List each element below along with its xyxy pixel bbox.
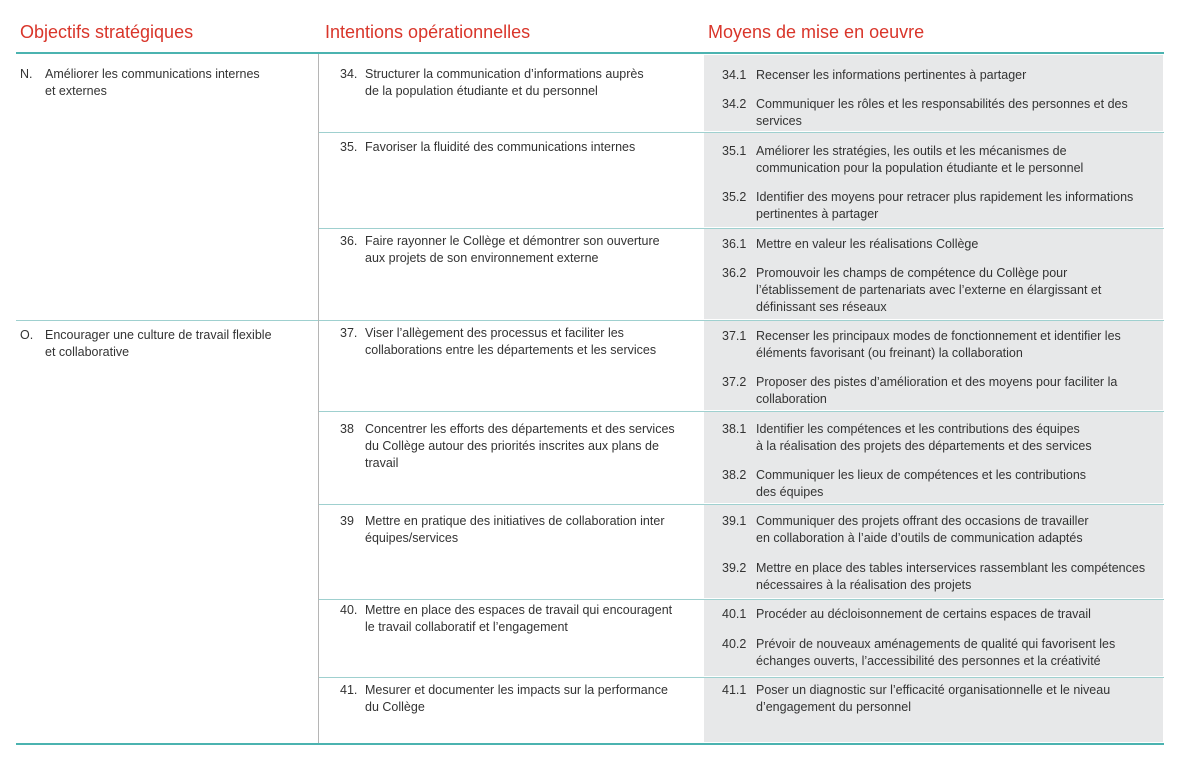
mean-number: 38.2 [722,468,747,482]
row-separator [319,504,1164,505]
row-separator [319,320,1164,321]
mean-number: 39.2 [722,561,747,575]
intention-number: 38 [340,422,354,436]
mean-text: Mettre en place des tables interservices rassemblant les compétences nécessaires à la réalisation des projets [756,561,1146,592]
intention-number: 35. [340,140,358,154]
mean-number: 37.2 [722,375,747,389]
mean-text: Promouvoir les champs de compétence du Collège pour l’établissement de partenariats avec l’externe en élargissant et définissant ses réseaux [756,266,1102,314]
objective-text: Encourager une culture de travail flexible et collaborative [45,328,272,359]
intention-text: Viser l’allègement des processus et faciliter les collaborations entre les départements et les services [365,326,657,357]
mean-text: Communiquer les lieux de compétences et les contributions des équipes [756,468,1087,499]
mean-number: 39.1 [722,514,747,528]
mean-number: 37.1 [722,329,747,343]
mean-number: 40.2 [722,637,747,651]
mean-text: Prévoir de nouveaux aménagements de qualité qui favorisent les échanges ouverts, l’accessibilité des personnes et la créativité [756,637,1116,668]
mean-text: Recenser les informations pertinentes à partager [756,68,1027,82]
header-objectifs: Objectifs stratégiques [20,22,194,42]
mean-number: 35.1 [722,144,747,158]
mean-text: Communiquer des projets offrant des occasions de travailler en collaboration à l’aide d’outils de communication adaptés [756,514,1089,545]
intention-number: 40. [340,603,358,617]
mean-number: 35.2 [722,190,747,204]
intention-text: Mesurer et documenter les impacts sur la performance du Collège [365,683,668,714]
mean-text: Améliorer les stratégies, les outils et les mécanismes de communication pour la population étudiante et le personnel [756,144,1084,175]
intention-number: 34. [340,67,358,81]
intention-number: 39 [340,514,354,528]
mean-text: Procéder au décloisonnement de certains espaces de travail [756,607,1091,621]
header-rule [16,52,1164,54]
column-divider [318,54,319,744]
intention-text: Mettre en pratique des initiatives de collaboration inter équipes/services [365,514,665,545]
row-separator [319,599,1164,600]
header-moyens: Moyens de mise en oeuvre [708,22,925,42]
row-separator [319,132,1164,133]
intention-text: Faire rayonner le Collège et démontrer son ouverture aux projets de son environnement externe [365,234,660,265]
mean-text: Identifier les compétences et les contributions des équipes à la réalisation des projets des départements et des services [756,422,1092,453]
mean-number: 41.1 [722,683,747,697]
intention-number: 36. [340,234,358,248]
row-separator [319,677,1164,678]
intention-text: Favoriser la fluidité des communications internes [365,140,636,154]
mean-number: 34.1 [722,68,747,82]
intention-text: Concentrer les efforts des départements et des services du Collège autour des priorités inscrites aux plans de travail [365,422,675,470]
mean-number: 36.2 [722,266,747,280]
objective-separator [16,320,318,321]
intention-text: Structurer la communication d’informations auprès de la population étudiante et du personnel [365,67,644,98]
objective-number: O. [20,328,34,342]
header-intentions: Intentions opérationnelles [325,22,531,42]
mean-text: Recenser les principaux modes de fonctionnement et identifier les éléments favorisant (ou freinant) la collaboration [756,329,1121,360]
row-separator [319,228,1164,229]
intention-text: Mettre en place des espaces de travail qui encouragent le travail collaboratif et l’engagement [365,603,673,634]
mean-text: Identifier des moyens pour retracer plus rapidement les informations pertinentes à partager [756,190,1134,221]
mean-number: 40.1 [722,607,747,621]
footer-rule [16,743,1164,745]
intention-number: 41. [340,683,358,697]
mean-text: Proposer des pistes d’amélioration et des moyens pour faciliter la collaboration [756,375,1118,406]
mean-number: 34.2 [722,97,747,111]
mean-number: 38.1 [722,422,747,436]
objective-text: Améliorer les communications internes et externes [45,67,260,98]
intention-number: 37. [340,326,358,340]
mean-text: Mettre en valeur les réalisations Collège [756,237,979,251]
mean-text: Communiquer les rôles et les responsabilités des personnes et des services [756,97,1128,128]
objective-number: N. [20,67,33,81]
mean-text: Poser un diagnostic sur l’efficacité organisationnelle et le niveau d’engagement du personnel [756,683,1111,714]
row-separator [319,411,1164,412]
mean-number: 36.1 [722,237,747,251]
